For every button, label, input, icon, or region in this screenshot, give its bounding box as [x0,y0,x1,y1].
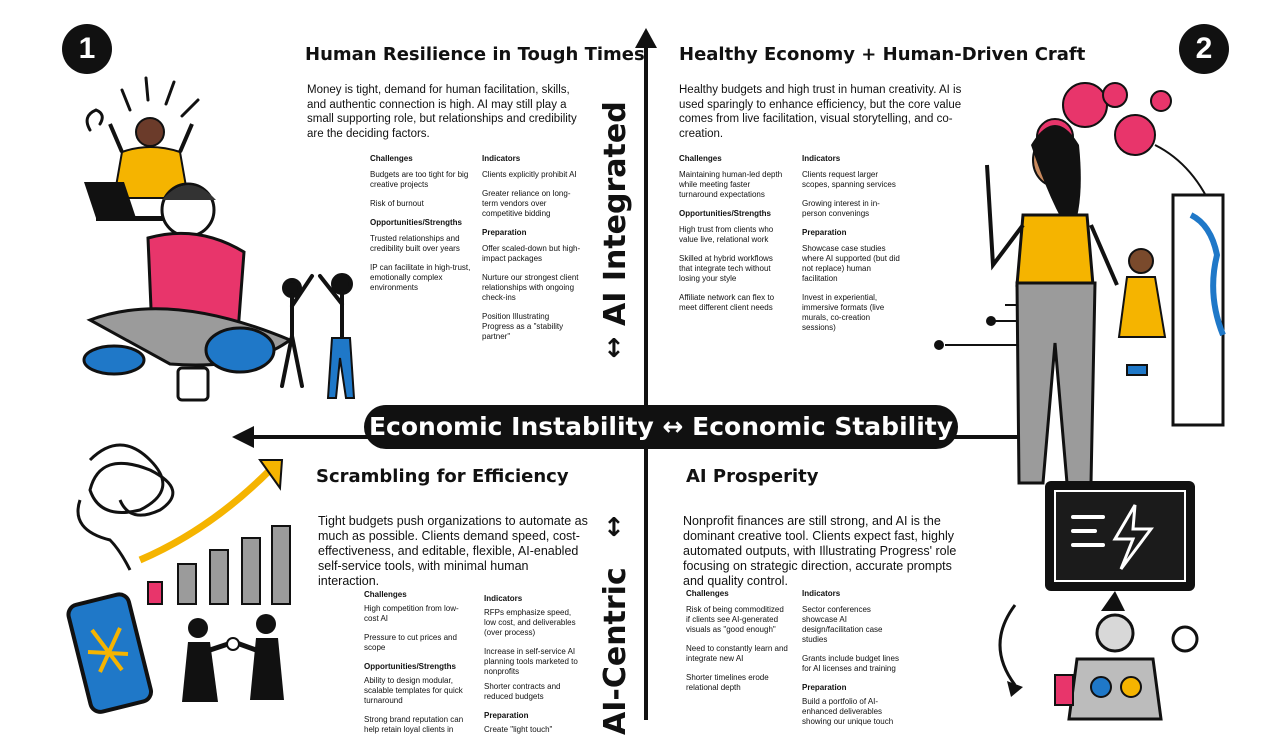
q4-preparation-item: Build a portfolio of AI-enhanced deliverables showing our unique touch [802,697,894,726]
q3-opportunity-item: Strong brand reputation can help retain loyal clients in [364,715,464,734]
q4-indicator-item: Grants include budget lines for AI licenses and training [802,654,899,673]
q3-challenge-item: High competition from low-cost AI [364,604,459,623]
q3-right-column [484,594,584,744]
q1-challenge-item: Risk of burnout [370,199,424,208]
q4-challenges-heading: Challenges [686,589,729,598]
q4-indicators-heading: Indicators [802,589,841,598]
q1-preparation-heading: Preparation [482,228,527,237]
q2-challenge-item: Maintaining human-led depth while meeting faster turnaround expectations [679,170,783,199]
axis-arrow-bottom-icon: ↕ [603,513,625,543]
q3-opportunities-heading: Opportunities/Strengths [364,662,456,671]
q3-opportunity-item: Ability to design modular, scalable templates for quick turnaround [364,676,463,705]
axis-horizontal-label: Economic Instability ↔ Economic Stability [364,405,958,449]
q1-left-column [370,154,472,302]
q3-challenges-heading: Challenges [364,590,407,599]
q1-indicator-item: Clients explicitly prohibit AI [482,170,577,179]
q3-indicators-heading: Indicators [484,594,523,603]
q4-description: Nonprofit finances are still strong, and AI is the dominant creative tool. Clients expect fast, highly automated outputs, with Illustrating Progress' role focusing on strategic direction, accurate prompts and quality control. [683,514,957,588]
q1-preparation-item: Position Illustrating Progress as a "stability partner" [482,312,564,341]
q1-indicators-heading: Indicators [482,154,521,163]
q2-indicator-item: Clients request larger scopes, spanning services [802,170,896,189]
q1-challenge-item: Budgets are too tight for big creative projects [370,170,469,189]
q4-right-column [802,589,906,736]
badge-two: 2 [1179,24,1229,74]
q4-title: AI Prosperity [686,466,819,487]
q2-illustration [905,65,1235,505]
q1-opportunity-item: Trusted relationships and credibility built over years [370,234,460,253]
q1-opportunity-item: IP can facilitate in high-trust, emotionally complex environments [370,263,471,292]
axis-vertical-top-label: AI Integrated [598,101,633,326]
q1-challenges-heading: Challenges [370,154,413,163]
q1-illustration [70,70,380,410]
q4-challenge-item: Risk of being commoditized if clients see AI-generated visuals as "good enough" [686,605,784,634]
q4-preparation-heading: Preparation [802,683,847,692]
q2-left-column [679,154,784,322]
q4-challenge-item: Shorter timelines erode relational depth [686,673,769,692]
axis-arrow-top-icon: ↕ [603,334,625,364]
q2-title: Healthy Economy + Human-Driven Craft [679,44,1086,65]
q2-challenges-heading: Challenges [679,154,722,163]
q4-challenge-item: Need to constantly learn and integrate new AI [686,644,788,663]
q3-indicator-item: Shorter contracts and reduced budgets [484,682,561,701]
q1-preparation-item: Offer scaled-down but high-impact packages [482,244,581,263]
q1-preparation-item: Nurture our strongest client relationships with ongoing check-ins [482,273,579,302]
q3-indicator-item: RFPs emphasize speed, low cost, and deliverables (over process) [484,608,576,637]
q3-title: Scrambling for Efficiency [316,466,569,487]
q3-preparation-item: Create "light touch" [484,725,553,734]
q1-description: Money is tight, demand for human facilitation, skills, and authentic connection is high. AI may still play a small supporting role, but relationships and credibility are the deciding factors. [307,84,577,140]
q3-preparation-heading: Preparation [484,711,529,720]
q3-illustration [70,430,310,720]
q4-left-column [686,589,788,702]
q3-description: Tight budgets push organizations to automate as much as possible. Clients demand speed, cost-effectiveness, and editable, flexible, AI-enabled self-service tools, with minimal human interaction. [318,514,588,588]
q3-challenge-item: Pressure to cut prices and scope [364,633,457,652]
q2-indicator-item: Growing interest in in-person convenings [802,199,880,218]
q2-preparation-item: Invest in experiential, immersive formats (live murals, co-creation sessions) [802,293,885,332]
q2-opportunity-item: High trust from clients who value live, relational work [679,225,774,244]
q2-opportunities-heading: Opportunities/Strengths [679,209,771,218]
badge-one: 1 [62,24,112,74]
q2-indicators-heading: Indicators [802,154,841,163]
q1-right-column [482,154,582,351]
q1-indicator-item: Greater reliance on long-term vendors over competitive bidding [482,189,571,218]
q4-illustration [985,475,1220,720]
q2-preparation-item: Showcase case studies where AI supported (but did not replace) human facilitation [802,244,900,283]
q1-title: Human Resilience in Tough Times [305,44,645,65]
q3-indicator-item: Increase in self-service AI planning tools marketed to nonprofits [484,647,578,676]
axis-vertical-bottom-label: AI-Centric [598,567,633,735]
q2-description: Healthy budgets and high trust in human creativity. AI is used sparingly to enhance efficiency, but the core value comes from live facilitation, visual storytelling, and co-creation. [679,84,962,140]
q4-indicator-item: Sector conferences showcase AI design/facilitation case studies [802,605,883,644]
q2-opportunity-item: Skilled at hybrid workflows that integrate tech without losing your style [679,254,773,283]
q2-opportunity-item: Affiliate network can flex to meet different client needs [679,293,775,312]
q2-right-column [802,154,904,342]
q3-left-column [364,590,464,744]
q1-opportunities-heading: Opportunities/Strengths [370,218,462,227]
q2-preparation-heading: Preparation [802,228,847,237]
